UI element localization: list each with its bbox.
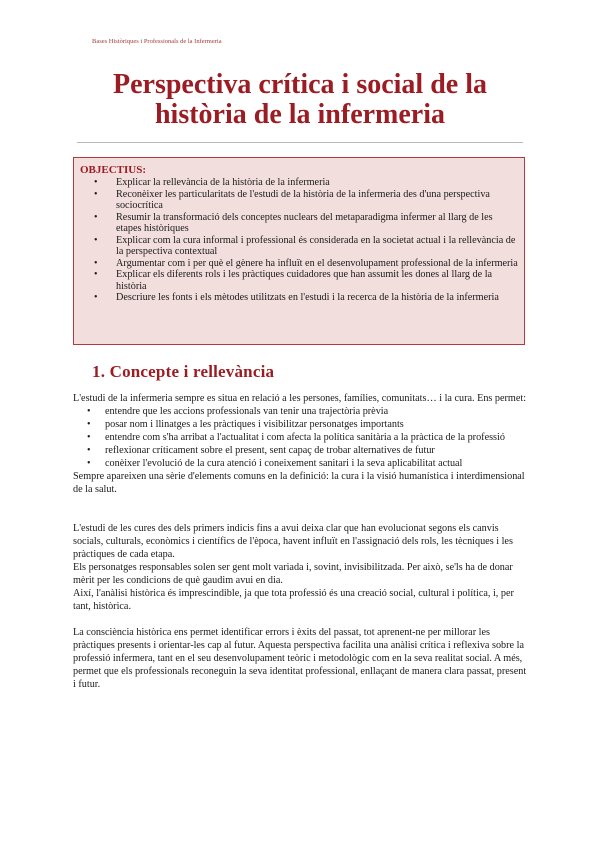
paragraph: L'estudi de les cures des dels primers indicis fins a avui deixa clar que han evolucionat segons els canvis socials, culturals, econòmics i científics de l'època, havent influït en l'assignació dels rols, les tècniques i les pràctiques de cada etapa. <box>73 523 513 560</box>
paragraph-gap <box>73 613 528 626</box>
paragraph: Així, l'anàlisi històrica és imprescindible, ja que tota professió és una creació social, cultural i política, i, per tant, històrica. <box>73 588 514 612</box>
objective-item: • Reconèixer les particularitats de l'estudi de la història de la infermeria des d'una perspectiva sociocrítica <box>80 189 518 212</box>
page-title <box>60 70 540 130</box>
benefit-item: • entendre com s'ha arribat a l'actualitat i com afecta la política sanitària a la pràctica de la professió <box>73 431 528 444</box>
section-heading: 1. Concepte i rellevància <box>92 362 275 381</box>
objectives-box <box>73 157 525 345</box>
objective-item: • Resumir la transformació dels conceptes nuclears del metaparadigma infermer al llarg de les etapes històriques <box>80 212 518 235</box>
section-body <box>73 392 528 691</box>
benefit-item: • conèixer l'evolució de la cura atenció i coneixement sanitari i la seva aplicabilitat actual <box>73 457 528 470</box>
paragraph-gap <box>73 509 528 522</box>
title-divider <box>77 142 523 143</box>
objective-item: • Argumentar com i per què el gènere ha influït en el desenvolupament professional de la infermeria <box>80 258 518 270</box>
paragraph-gap <box>73 496 528 509</box>
benefit-item: • posar nom i llinatges a les pràctiques i visibilitzar personatges importants <box>73 418 528 431</box>
objective-item: • Descriure les fonts i els mètodes utilitzats en l'estudi i la recerca de la història de la infermeria <box>80 292 518 304</box>
objective-item: • Explicar com la cura informal i professional és considerada en la societat actual i la rellevància de la perspectiva contextual <box>80 235 518 258</box>
title-line-1: Perspectiva crítica i social de la <box>113 69 487 100</box>
intro-paragraph: L'estudi de la infermeria sempre es situa en relació a les persones, famílies, comunitats… i la cura. Ens permet: <box>73 393 527 404</box>
benefit-item: • entendre que les accions professionals van tenir una trajectòria prèvia <box>73 405 528 418</box>
benefits-list <box>73 405 528 470</box>
objectives-list <box>80 177 518 304</box>
running-header: Bases Històriques i Professionals de la Infermeria <box>92 38 222 45</box>
paragraph: La consciència històrica ens permet identificar errors i èxits del passat, tot aprenent-ne per millorar les pràctiques presents i orientar-les cap al futur. Aquesta perspectiva facilita una anàlisi crítica i reflexiva sobre la professió infermera, tant en el seu desenvolupament teòric i metodològic com en la seva realitat social. A més, permet que els professionals reconeguin la seva identitat professional, enllaçant de manera clara passat, present i futur. <box>73 627 527 690</box>
title-line-2: història de la infermeria <box>154 99 446 130</box>
objectives-label: OBJECTIUS: <box>80 164 147 176</box>
paragraph: Sempre apareixen una sèrie d'elements comuns en la definició: la cura i la visió humanística i interdimensional de la salut. <box>73 471 525 495</box>
objective-item: • Explicar la rellevància de la història de la infermeria <box>80 177 518 189</box>
benefit-item: • reflexionar críticament sobre el present, sent capaç de trobar alternatives de futur <box>73 444 528 457</box>
paragraph: Els personatges responsables solen ser gent molt variada i, sovint, invisibilitzada. Per això, se'ls ha de donar mèrit per les condicions de què gaudim avui en dia. <box>73 562 513 586</box>
objective-item: • Explicar els diferents rols i les pràctiques cuidadores que han assumit les dones al llarg de la història <box>80 269 518 292</box>
